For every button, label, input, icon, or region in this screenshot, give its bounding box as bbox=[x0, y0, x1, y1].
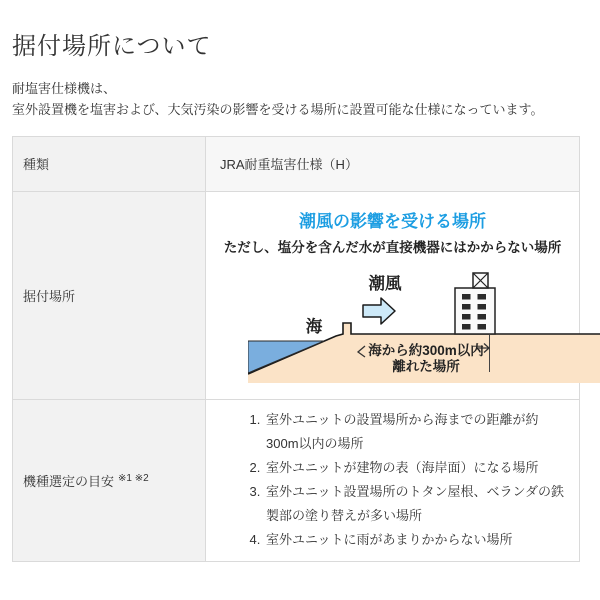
row-criteria-cell bbox=[206, 399, 580, 561]
intro-line-1: 耐塩害仕様機は、 bbox=[12, 81, 117, 96]
intro-paragraph bbox=[12, 78, 588, 121]
location-heading: 潮風の影響を受ける場所 bbox=[299, 211, 486, 231]
distance-label-line1: 海から約300m以内 bbox=[368, 342, 484, 358]
wind-label: 潮風 bbox=[368, 274, 402, 293]
table-row bbox=[13, 136, 580, 191]
intro-line-2: 室外設置機を塩害および、大気汚染の影響を受ける場所に設置可能な仕様になっています。 bbox=[12, 102, 544, 118]
list-item: 4. 室外ユニットに雨があまりかからない場所 bbox=[264, 528, 565, 552]
table-row bbox=[13, 399, 580, 561]
spec-table bbox=[12, 136, 580, 562]
row-criteria-label-cell bbox=[13, 399, 206, 561]
sea-label: 海 bbox=[305, 317, 323, 336]
page-title: 据付場所について bbox=[12, 33, 212, 60]
row-location-cell bbox=[206, 191, 580, 399]
list-item: 3. 室外ユニット設置場所のトタン屋根、ベランダの鉄製部の塗り替えが多い場所 bbox=[264, 480, 565, 528]
criteria-footnote-marks: ※1 ※2 bbox=[118, 472, 149, 484]
sea-breeze-arrow-icon bbox=[363, 298, 395, 324]
location-subheading: ただし、塩分を含んだ水が直接機器にはかからない場所 bbox=[223, 239, 562, 255]
row-criteria-label: 機種選定の目安 bbox=[23, 473, 115, 489]
coast-diagram bbox=[248, 268, 600, 386]
list-item: 2. 室外ユニットが建物の表（海岸面）になる場所 bbox=[264, 456, 565, 480]
row-type-label: 種類 bbox=[13, 136, 206, 191]
distance-label-line2: 離れた場所 bbox=[392, 358, 460, 374]
table-row bbox=[13, 191, 580, 399]
criteria-list bbox=[220, 408, 565, 552]
building-body bbox=[455, 288, 495, 334]
row-location-label: 据付場所 bbox=[13, 191, 206, 399]
row-type-value: JRA耐重塩害仕様（H） bbox=[206, 136, 580, 191]
list-item: 1. 室外ユニットの設置場所から海までの距離が約300m以内の場所 bbox=[264, 408, 565, 456]
building-illustration bbox=[455, 273, 495, 334]
